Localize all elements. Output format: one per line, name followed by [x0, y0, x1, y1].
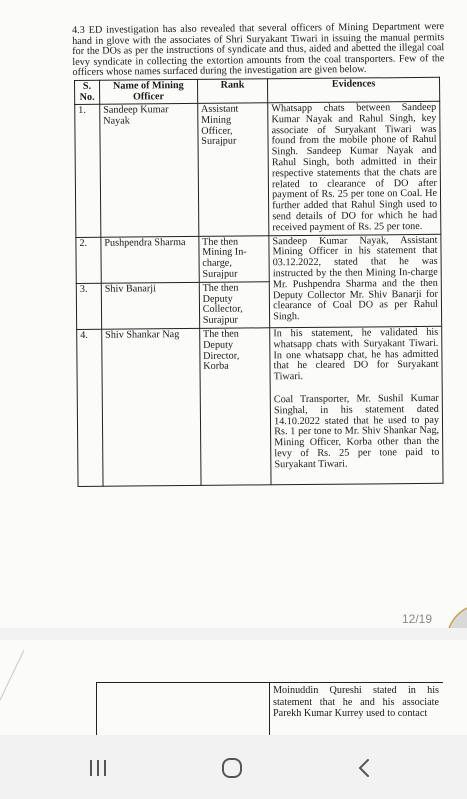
home-button[interactable] [212, 753, 252, 783]
evidence-paragraph: Coal Transporter, Mr. Sushil Kumar Singhal, in his statement dated 14.10.2022 stated that he used to pay Rs. 1 per tone to Mr. Shiv Shankar Nag, Mining Officer, Korba other than the levy of Rs. 25 per tone paid to Suryakant Tiwari. [273, 392, 440, 470]
android-nav-bar [0, 735, 467, 799]
cell-name: Shiv Banarji [101, 282, 199, 329]
cell-evidence: Whatsapp chats between Sandeep Kumar Nayak and Rahul Singh, key associate of Suryakant Tiwari was found from the mobile phone of Rahul Singh. Sandeep Kumar Nayak and Rahul Singh, both admitted in their respective statements that the chats are related to clearance of DO after payment of Rs. 25 per tone on Coal. He further added that Rahul Singh used to send details of DO for which he had received payment of Rs. 25 per tone. [268, 101, 441, 235]
officers-table [74, 77, 444, 487]
cell-evidence: Sandeep Kumar Nayak, Assistant Mining Officer in his statement that 03.12.2022, stated that he was instructed by the then Mining In-charge Mr. Pushpendra Sharma and the then Deputy Collector Mr. Shiv Banarji for clearance of Coal DO as per Rahul Singh. [269, 234, 442, 328]
cell-name: Shiv Shankar Nag [102, 328, 201, 485]
cell-rank: The then Mining In-charge, Surajpur [199, 235, 270, 282]
cell-sno: 3. [76, 283, 101, 329]
cell-rank: The then Deputy Director, Korba [199, 328, 271, 485]
recent-apps-button[interactable] [78, 753, 118, 783]
cell-rank: Assistant Mining Officer, Surajpur [197, 103, 269, 236]
next-page-preview [0, 640, 467, 735]
home-icon [220, 756, 244, 780]
back-button[interactable] [344, 753, 384, 783]
cell-evidence [270, 326, 443, 484]
header-name: Name of Mining Officer [99, 79, 197, 104]
cell-sno: 1. [75, 104, 101, 237]
paragraph-4-3: 4.3 ED investigation has also revealed that several officers of Mining Department were hand in glove with the associates of Shri Suryakant Tiwari in issuing the manual permits for the DOs as per the instructions of syndicate and thus, aided and abetted the illegal coal levy syndicate in collecting the extortion amounts from the coal transporters. Few of the officers whose names surfaced during the investigation are given below. [71, 21, 445, 79]
cell-rank: The then Deputy Collector, Surajpur [199, 282, 270, 329]
table-header-row [75, 77, 440, 104]
table-row [77, 326, 443, 486]
cell-name: Sandeep Kumar Nayak [100, 103, 199, 236]
recent-apps-icon [87, 757, 109, 779]
cell-sno: 2. [76, 237, 101, 283]
back-icon [353, 757, 375, 779]
page-fold-icon [0, 640, 30, 700]
cell-sno: 4. [77, 329, 103, 486]
cell-name: Pushpendra Sharma [101, 236, 199, 283]
header-evidence: Evidences [268, 77, 440, 102]
next-page-fragment: Moinuddin Qureshi stated in his statement that he and his associate Parekh Kumar Kurrey used to contact [273, 685, 439, 719]
table-row [76, 234, 441, 283]
header-rank: Rank [197, 79, 268, 104]
header-sno: S. No. [75, 80, 100, 104]
evidence-paragraph: In his statement, he validated his whatsapp chats with Suryakant Tiwari. In one whatsapp chat, he has admitted that he cleared DO for Suryakant Tiwari. [273, 326, 439, 383]
next-page-table [96, 682, 443, 735]
table-row [75, 101, 441, 237]
page-indicator: 12/19 [402, 612, 433, 626]
page-curl-icon [441, 606, 467, 628]
